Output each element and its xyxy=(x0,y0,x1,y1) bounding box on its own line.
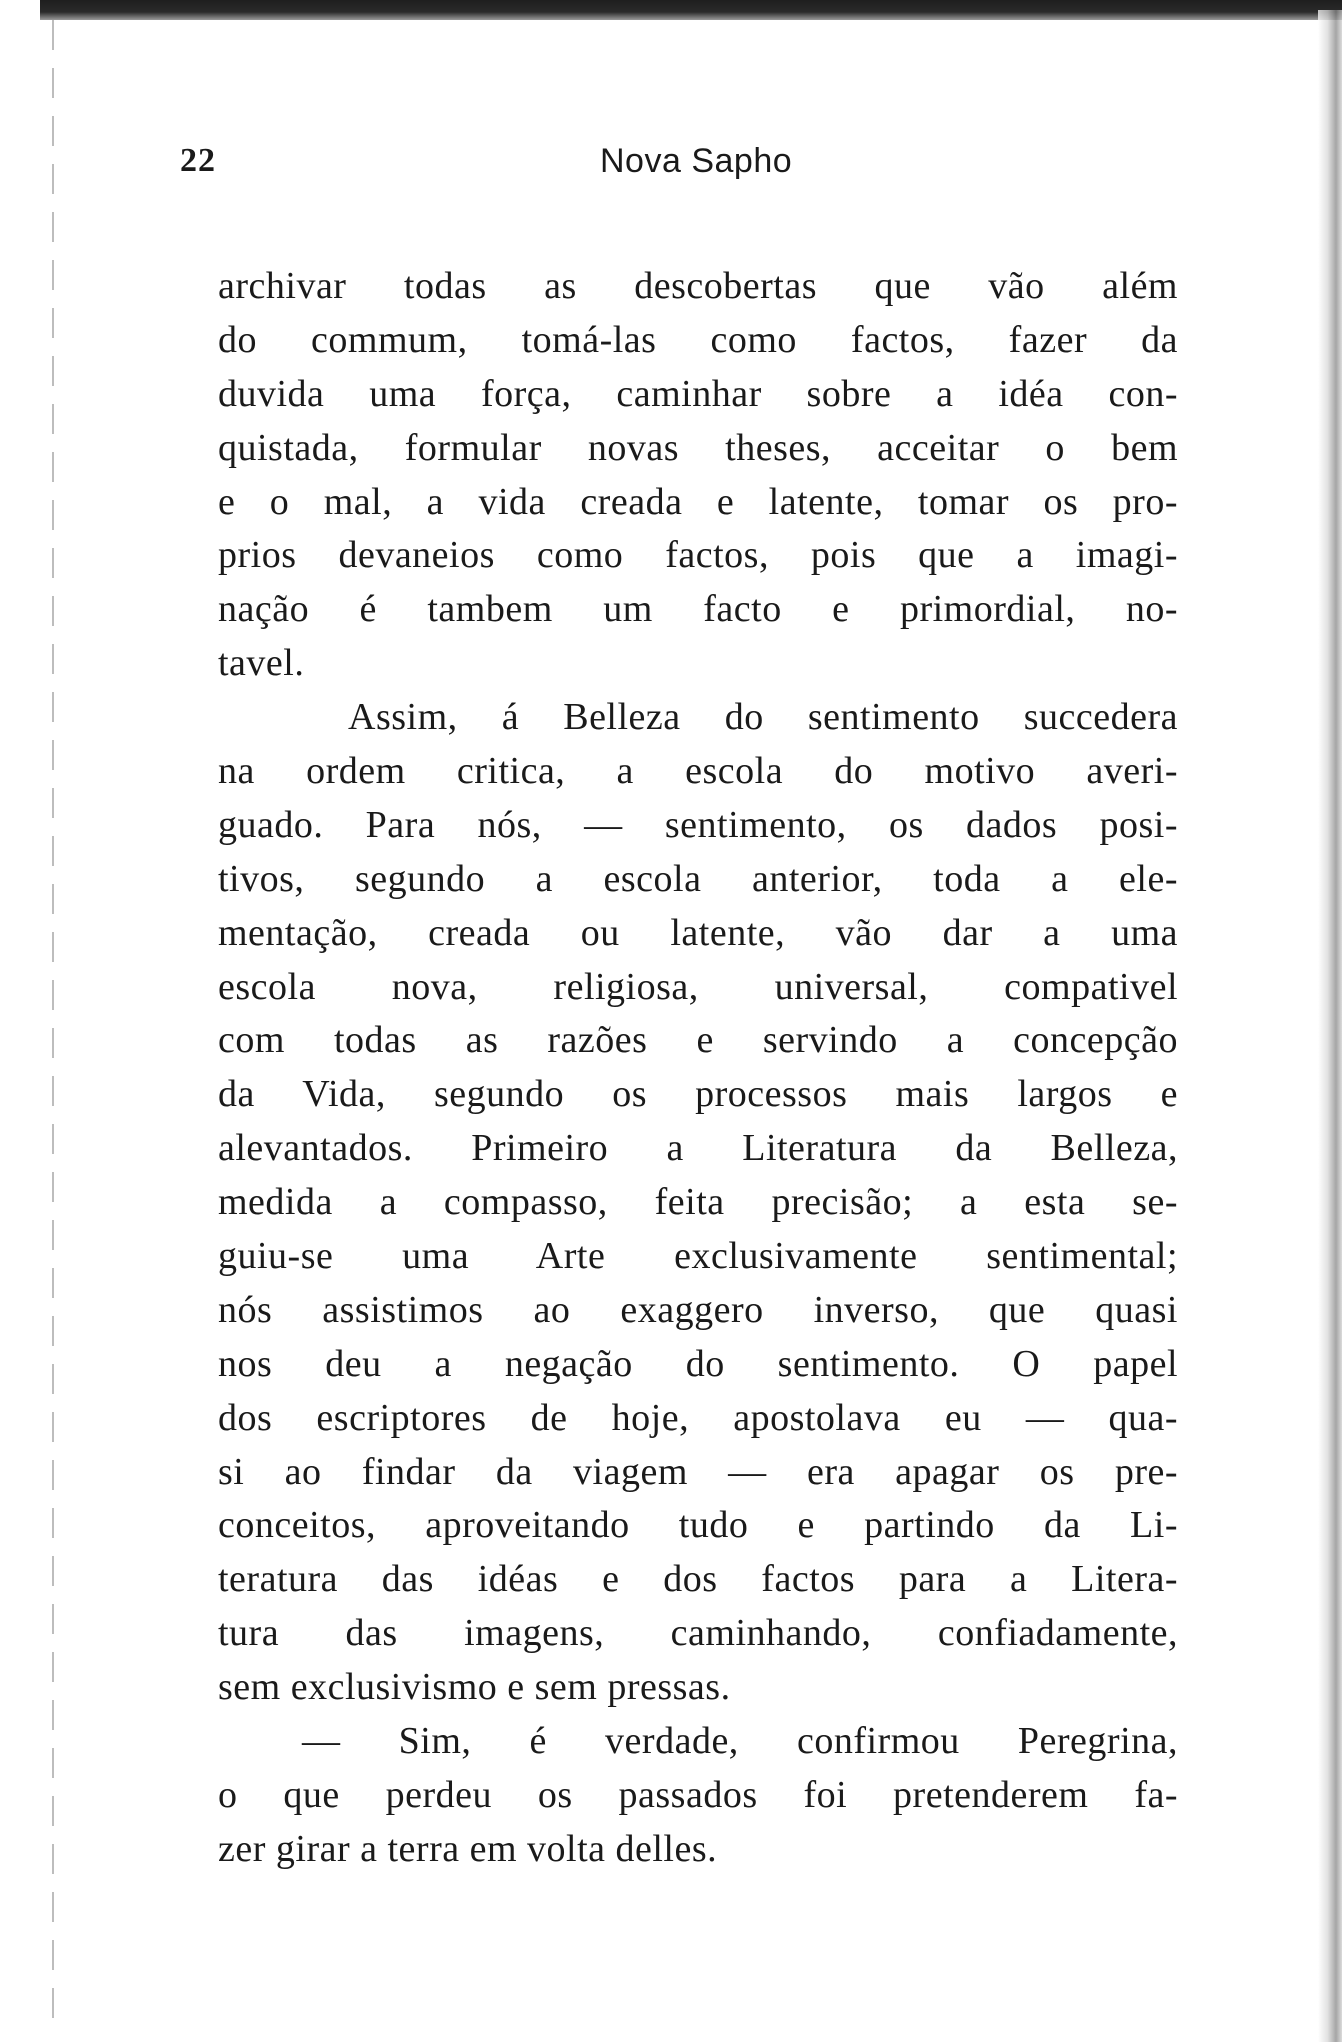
text-line: quistada, formular novas theses, acceitar o bem xyxy=(218,426,1178,469)
text-line: archivar todas as descobertas que vão além xyxy=(218,265,1178,307)
text-line: nos deu a negação do sentimento. O papel xyxy=(218,1342,1178,1385)
scan-edge-top xyxy=(40,0,1342,20)
text-line: tivos, segundo a escola anterior, toda a ele- xyxy=(218,857,1178,900)
text-line: mentação, creada ou latente, vão dar a uma xyxy=(218,911,1178,954)
text-line: tavel. xyxy=(218,642,305,685)
text-line: nação é tambem um facto e primordial, no- xyxy=(218,588,1178,631)
text-line: nós assistimos ao exaggero inverso, que quasi xyxy=(218,1288,1178,1331)
text-line: o que perdeu os passados foi pretenderem fa- xyxy=(218,1773,1178,1816)
text-line: dos escriptores de hoje, apostolava eu — qua- xyxy=(218,1396,1178,1439)
text-line: prios devaneios como factos, pois que a imagi- xyxy=(218,534,1178,577)
text-line: Assim, á Belleza do sentimento succedera xyxy=(348,696,1178,739)
text-line: conceitos, aproveitando tudo e partindo da Li- xyxy=(218,1504,1178,1547)
text-line: alevantados. Primeiro a Literatura da Belleza, xyxy=(218,1127,1178,1170)
text-line: duvida uma força, caminhar sobre a idéa con- xyxy=(218,372,1178,415)
text-line: guiu-se uma Arte exclusivamente sentimental; xyxy=(218,1235,1178,1278)
page-number: 22 xyxy=(180,142,216,179)
text-line: escola nova, religiosa, universal, compativel xyxy=(218,965,1178,1008)
text-line: sem exclusivismo e sem pressas. xyxy=(218,1666,731,1709)
text-line: na ordem critica, a escola do motivo averi- xyxy=(218,750,1178,793)
text-line: tura das imagens, caminhando, confiadamente, xyxy=(218,1612,1178,1655)
scan-edge-right xyxy=(1318,10,1342,2042)
text-line: — Sim, é verdade, confirmou Peregrina, xyxy=(302,1720,1178,1763)
book-title: Nova Sapho xyxy=(600,142,793,180)
text-line: teratura das idéas e dos factos para a Litera- xyxy=(218,1558,1178,1601)
text-line: do commum, tomá-las como factos, fazer da xyxy=(218,318,1178,361)
text-line: e o mal, a vida creada e latente, tomar os pro- xyxy=(218,480,1178,523)
text-line: da Vida, segundo os processos mais largos e xyxy=(218,1073,1178,1116)
text-line: guado. Para nós, — sentimento, os dados posi- xyxy=(218,803,1178,846)
text-line: medida a compasso, feita precisão; a esta se- xyxy=(218,1181,1178,1224)
text-line: si ao findar da viagem — era apagar os pre- xyxy=(218,1450,1178,1493)
body-text xyxy=(218,260,1178,1877)
running-head xyxy=(180,142,1180,188)
text-line: com todas as razões e servindo a concepção xyxy=(218,1019,1178,1062)
text-line: zer girar a terra em volta delles. xyxy=(218,1827,718,1870)
scan-edge-left xyxy=(52,20,54,2030)
